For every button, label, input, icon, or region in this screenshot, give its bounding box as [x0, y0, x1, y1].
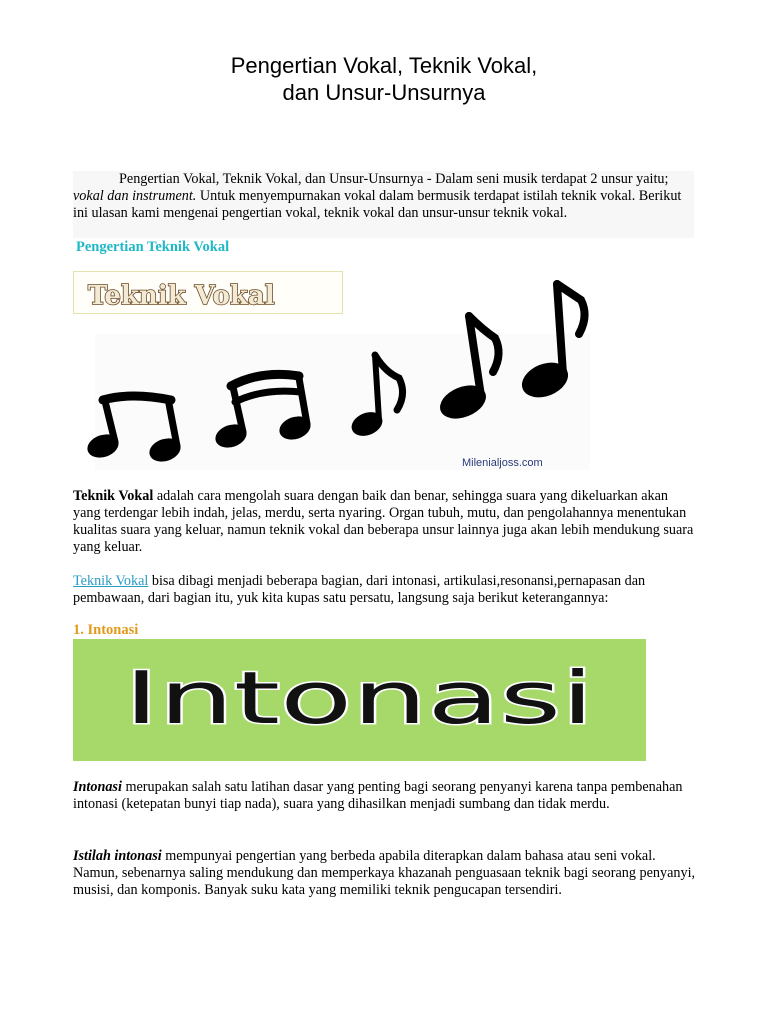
title-line-1: Pengertian Vokal, Teknik Vokal,	[230, 53, 538, 78]
section-heading-teknik-vokal: Pengertian Teknik Vokal	[76, 239, 230, 255]
banner-text-graphic	[74, 272, 344, 315]
para1-text: adalah cara mengolah suara dengan baik dan benar, sehingga suara yang dikeluarkan akan yang terdengar lebih indah, jelas, merdu, serta nyaring. Organ tubuh, mutu, dan pengolahannya menentukan kualitas suara yang keluar, namun teknik vokal dan beberapa unsur lainnya juga akan lebih mendukung suara yang keluar.	[73, 488, 694, 555]
title-line-2: dan Unsur-Unsurnya	[282, 80, 486, 105]
intro-paragraph	[73, 171, 694, 238]
paragraph-teknik-vokal	[73, 488, 699, 556]
section-heading-intonasi: 1. Intonasi	[73, 622, 139, 638]
intro-italic: vokal dan instrument.	[73, 188, 197, 204]
intro-text-1: Pengertian Vokal, Teknik Vokal, dan Unsur-Unsurnya - Dalam seni musik terdapat 2 unsur yaitu;	[119, 171, 669, 187]
paragraph-istilah-intonasi	[73, 848, 699, 899]
paragraph-intonasi	[73, 779, 699, 813]
para4-bold-italic: Istilah intonasi	[73, 848, 162, 864]
banner-text: Teknik Vokal	[88, 281, 275, 311]
para1-bold: Teknik Vokal	[73, 488, 154, 504]
para4-text: mempunyai pengertian yang berbeda apabila diterapkan dalam bahasa atau seni vokal. Namun, sebenarnya saling mendukung dan memperkaya khazanah penguasaan teknik bagi seorang penyanyi, musisi, dan komponis. Banyak suku kata yang memiliki teknik pengucapan tersendiri.	[73, 848, 696, 898]
para2-text: bisa dibagi menjadi beberapa bagian, dari intonasi, artikulasi,resonansi,pernapasan dan pembawaan, dari bagian itu, yuk kita kupas satu persatu, langsung saja berikut keterangannya:	[73, 573, 646, 606]
teknik-vokal-link[interactable]: Teknik Vokal	[73, 573, 149, 589]
intro-text-2: Untuk menyempurnakan vokal dalam bermusik terdapat istilah teknik vokal. Berikut ini ulasan kami mengenai pengertian vokal, teknik vokal dan unsur-unsur teknik vokal.	[73, 188, 682, 221]
paragraph-bagian	[73, 573, 699, 607]
watermark-text: Milenialjoss.com	[462, 457, 543, 469]
intonasi-banner	[73, 639, 646, 761]
para3-bold-italic: Intonasi	[73, 779, 122, 795]
intonasi-banner-graphic	[73, 639, 646, 761]
teknik-vokal-banner	[73, 271, 343, 314]
page-title	[0, 52, 768, 106]
para3-text: merupakan salah satu latihan dasar yang penting bagi seorang penyanyi karena tanpa pembenahan intonasi (ketepatan bunyi tiap nada), suara yang dihasilkan menjadi sumbang dan tidak merdu.	[73, 779, 683, 812]
intonasi-banner-text: Intonasi	[124, 656, 594, 740]
